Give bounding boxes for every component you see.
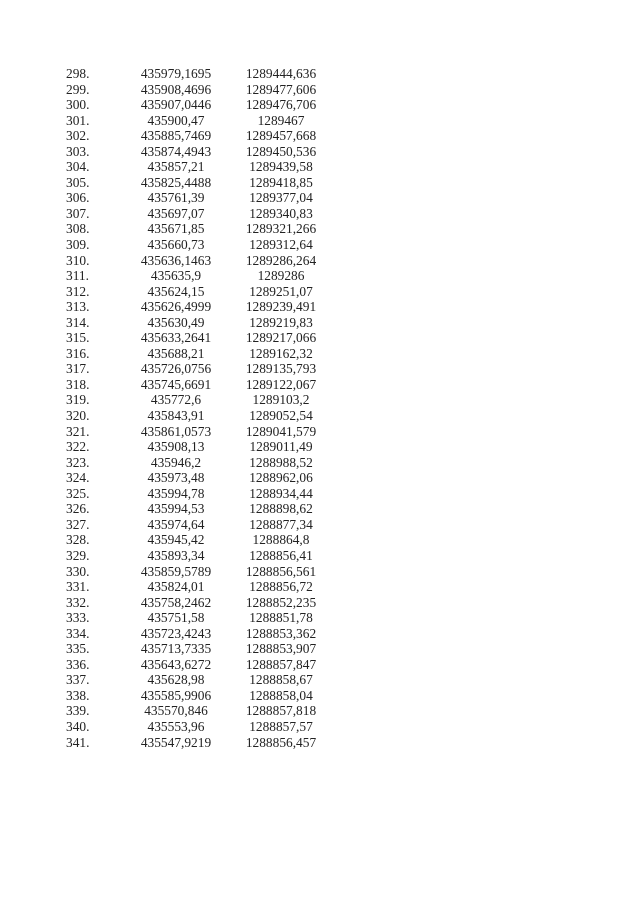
table-row — [66, 439, 326, 455]
y-coordinate: 1289467 — [257, 112, 305, 128]
x-coordinate: 435626,4999 — [140, 299, 212, 315]
y-coordinate: 1288852,235 — [245, 594, 317, 610]
table-row — [66, 610, 326, 626]
row-number: 310. — [66, 252, 90, 268]
table-row — [66, 315, 326, 331]
x-coordinate: 435843,91 — [147, 408, 205, 424]
table-row — [66, 128, 326, 144]
x-coordinate: 435908,4696 — [140, 81, 212, 97]
row-number: 340. — [66, 718, 90, 734]
table-row — [66, 361, 326, 377]
table-row — [66, 595, 326, 611]
y-coordinate: 1289011,49 — [249, 439, 313, 455]
table-row — [66, 97, 326, 113]
y-coordinate: 1288857,818 — [245, 703, 317, 719]
table-row — [66, 346, 326, 362]
row-number: 313. — [66, 299, 90, 315]
x-coordinate: 435630,49 — [147, 314, 205, 330]
table-row — [66, 268, 326, 284]
row-number: 323. — [66, 454, 90, 470]
row-number: 308. — [66, 221, 90, 237]
row-number: 334. — [66, 625, 90, 641]
y-coordinate: 1289340,83 — [249, 205, 313, 221]
x-coordinate: 435908,13 — [147, 439, 205, 455]
table-row — [66, 672, 326, 688]
y-coordinate: 1289251,07 — [249, 283, 313, 299]
x-coordinate: 435660,73 — [147, 237, 205, 253]
x-coordinate: 435688,21 — [147, 345, 205, 361]
y-coordinate: 1288864,8 — [252, 532, 310, 548]
x-coordinate: 435633,2641 — [140, 330, 212, 346]
x-coordinate: 435874,4943 — [140, 143, 212, 159]
table-row — [66, 221, 326, 237]
table-row — [66, 470, 326, 486]
row-number: 321. — [66, 423, 90, 439]
x-coordinate: 435636,1463 — [140, 252, 212, 268]
y-coordinate: 1289286,264 — [245, 252, 317, 268]
x-coordinate: 435907,0446 — [140, 97, 212, 113]
table-row — [66, 641, 326, 657]
table-row — [66, 703, 326, 719]
y-coordinate: 1289135,793 — [245, 361, 317, 377]
table-row — [66, 486, 326, 502]
row-number: 300. — [66, 97, 90, 113]
y-coordinate: 1289312,64 — [249, 237, 313, 253]
table-row — [66, 626, 326, 642]
row-number: 331. — [66, 579, 90, 595]
y-coordinate: 1289217,066 — [245, 330, 317, 346]
table-row — [66, 657, 326, 673]
x-coordinate: 435979,1695 — [140, 66, 212, 81]
x-coordinate: 435751,58 — [147, 610, 205, 626]
x-coordinate: 435974,64 — [147, 516, 205, 532]
y-coordinate: 1289444,636 — [245, 66, 317, 81]
row-number: 301. — [66, 112, 90, 128]
row-number: 311. — [66, 268, 89, 284]
row-number: 325. — [66, 485, 90, 501]
y-coordinate: 1289321,266 — [245, 221, 317, 237]
row-number: 304. — [66, 159, 90, 175]
y-coordinate: 1288877,34 — [249, 516, 313, 532]
y-coordinate: 1288853,907 — [245, 641, 317, 657]
x-coordinate: 435726,0756 — [140, 361, 212, 377]
y-coordinate: 1288851,78 — [249, 610, 313, 626]
x-coordinate: 435885,7469 — [140, 128, 212, 144]
table-row — [66, 330, 326, 346]
table-row — [66, 284, 326, 300]
row-number: 330. — [66, 563, 90, 579]
row-number: 326. — [66, 501, 90, 517]
row-number: 336. — [66, 656, 90, 672]
row-number: 309. — [66, 237, 90, 253]
row-number: 337. — [66, 672, 90, 688]
y-coordinate: 1289286 — [257, 268, 305, 284]
table-row — [66, 579, 326, 595]
table-row — [66, 735, 326, 751]
y-coordinate: 1288857,847 — [245, 656, 317, 672]
row-number: 316. — [66, 345, 90, 361]
x-coordinate: 435945,42 — [147, 532, 205, 548]
table-row — [66, 517, 326, 533]
coordinate-table — [66, 66, 326, 750]
x-coordinate: 435713,7335 — [140, 641, 212, 657]
x-coordinate: 435946,2 — [150, 454, 202, 470]
y-coordinate: 1289418,85 — [249, 174, 313, 190]
row-number: 335. — [66, 641, 90, 657]
y-coordinate: 1289219,83 — [249, 314, 313, 330]
y-coordinate: 1289052,54 — [249, 408, 313, 424]
y-coordinate: 1288856,41 — [249, 547, 313, 563]
row-number: 307. — [66, 205, 90, 221]
x-coordinate: 435624,15 — [147, 283, 205, 299]
y-coordinate: 1288856,457 — [245, 734, 317, 750]
table-row — [66, 455, 326, 471]
row-number: 298. — [66, 66, 90, 81]
row-number: 324. — [66, 470, 90, 486]
row-number: 333. — [66, 610, 90, 626]
table-row — [66, 144, 326, 160]
table-row — [66, 564, 326, 580]
x-coordinate: 435772,6 — [150, 392, 202, 408]
x-coordinate: 435900,47 — [147, 112, 205, 128]
table-row — [66, 532, 326, 548]
row-number: 341. — [66, 734, 90, 750]
row-number: 322. — [66, 439, 90, 455]
row-number: 319. — [66, 392, 90, 408]
table-row — [66, 719, 326, 735]
y-coordinate: 1288934,44 — [249, 485, 313, 501]
row-number: 317. — [66, 361, 90, 377]
y-coordinate: 1289103,2 — [252, 392, 310, 408]
x-coordinate: 435671,85 — [147, 221, 205, 237]
row-number: 315. — [66, 330, 90, 346]
y-coordinate: 1288858,04 — [249, 687, 313, 703]
table-row — [66, 548, 326, 564]
table-row — [66, 688, 326, 704]
x-coordinate: 435861,0573 — [140, 423, 212, 439]
x-coordinate: 435570,846 — [144, 703, 208, 719]
row-number: 303. — [66, 143, 90, 159]
x-coordinate: 435758,2462 — [140, 594, 212, 610]
table-row — [66, 159, 326, 175]
table-row — [66, 237, 326, 253]
y-coordinate: 1289439,58 — [249, 159, 313, 175]
y-coordinate: 1289477,606 — [245, 81, 317, 97]
row-number: 329. — [66, 547, 90, 563]
row-number: 305. — [66, 174, 90, 190]
y-coordinate: 1288962,06 — [249, 470, 313, 486]
table-row — [66, 113, 326, 129]
row-number: 338. — [66, 687, 90, 703]
y-coordinate: 1289239,491 — [245, 299, 317, 315]
x-coordinate: 435628,98 — [147, 672, 205, 688]
table-row — [66, 408, 326, 424]
x-coordinate: 435635,9 — [150, 268, 202, 284]
y-coordinate: 1289377,04 — [249, 190, 313, 206]
y-coordinate: 1288988,52 — [249, 454, 313, 470]
x-coordinate: 435825,4488 — [140, 174, 212, 190]
x-coordinate: 435994,78 — [147, 485, 205, 501]
x-coordinate: 435643,6272 — [140, 656, 212, 672]
row-number: 312. — [66, 283, 90, 299]
row-number: 318. — [66, 376, 90, 392]
table-row — [66, 299, 326, 315]
y-coordinate: 1289122,067 — [245, 376, 317, 392]
y-coordinate: 1288857,57 — [249, 718, 313, 734]
x-coordinate: 435547,9219 — [140, 734, 212, 750]
x-coordinate: 435859,5789 — [140, 563, 212, 579]
row-number: 299. — [66, 81, 90, 97]
y-coordinate: 1289450,536 — [245, 143, 317, 159]
x-coordinate: 435893,34 — [147, 547, 205, 563]
table-row — [66, 66, 326, 82]
y-coordinate: 1288898,62 — [249, 501, 313, 517]
table-row — [66, 190, 326, 206]
row-number: 302. — [66, 128, 90, 144]
y-coordinate: 1288856,561 — [245, 563, 317, 579]
table-row — [66, 392, 326, 408]
x-coordinate: 435745,6691 — [140, 376, 212, 392]
table-row — [66, 253, 326, 269]
y-coordinate: 1289162,32 — [249, 345, 313, 361]
row-number: 314. — [66, 314, 90, 330]
table-row — [66, 206, 326, 222]
x-coordinate: 435553,96 — [147, 718, 205, 734]
y-coordinate: 1288856,72 — [249, 579, 313, 595]
x-coordinate: 435857,21 — [147, 159, 205, 175]
row-number: 327. — [66, 516, 90, 532]
table-row — [66, 175, 326, 191]
y-coordinate: 1288858,67 — [249, 672, 313, 688]
x-coordinate: 435824,01 — [147, 579, 205, 595]
table-row — [66, 424, 326, 440]
table-row — [66, 82, 326, 98]
row-number: 306. — [66, 190, 90, 206]
x-coordinate: 435697,07 — [147, 205, 205, 221]
y-coordinate: 1289041,579 — [245, 423, 317, 439]
x-coordinate: 435973,48 — [147, 470, 205, 486]
y-coordinate: 1289457,668 — [245, 128, 317, 144]
row-number: 320. — [66, 408, 90, 424]
y-coordinate: 1289476,706 — [245, 97, 317, 113]
row-number: 328. — [66, 532, 90, 548]
x-coordinate: 435994,53 — [147, 501, 205, 517]
x-coordinate: 435585,9906 — [140, 687, 212, 703]
table-row — [66, 377, 326, 393]
x-coordinate: 435723,4243 — [140, 625, 212, 641]
x-coordinate: 435761,39 — [147, 190, 205, 206]
row-number: 339. — [66, 703, 90, 719]
row-number: 332. — [66, 594, 90, 610]
table-row — [66, 501, 326, 517]
y-coordinate: 1288853,362 — [245, 625, 317, 641]
